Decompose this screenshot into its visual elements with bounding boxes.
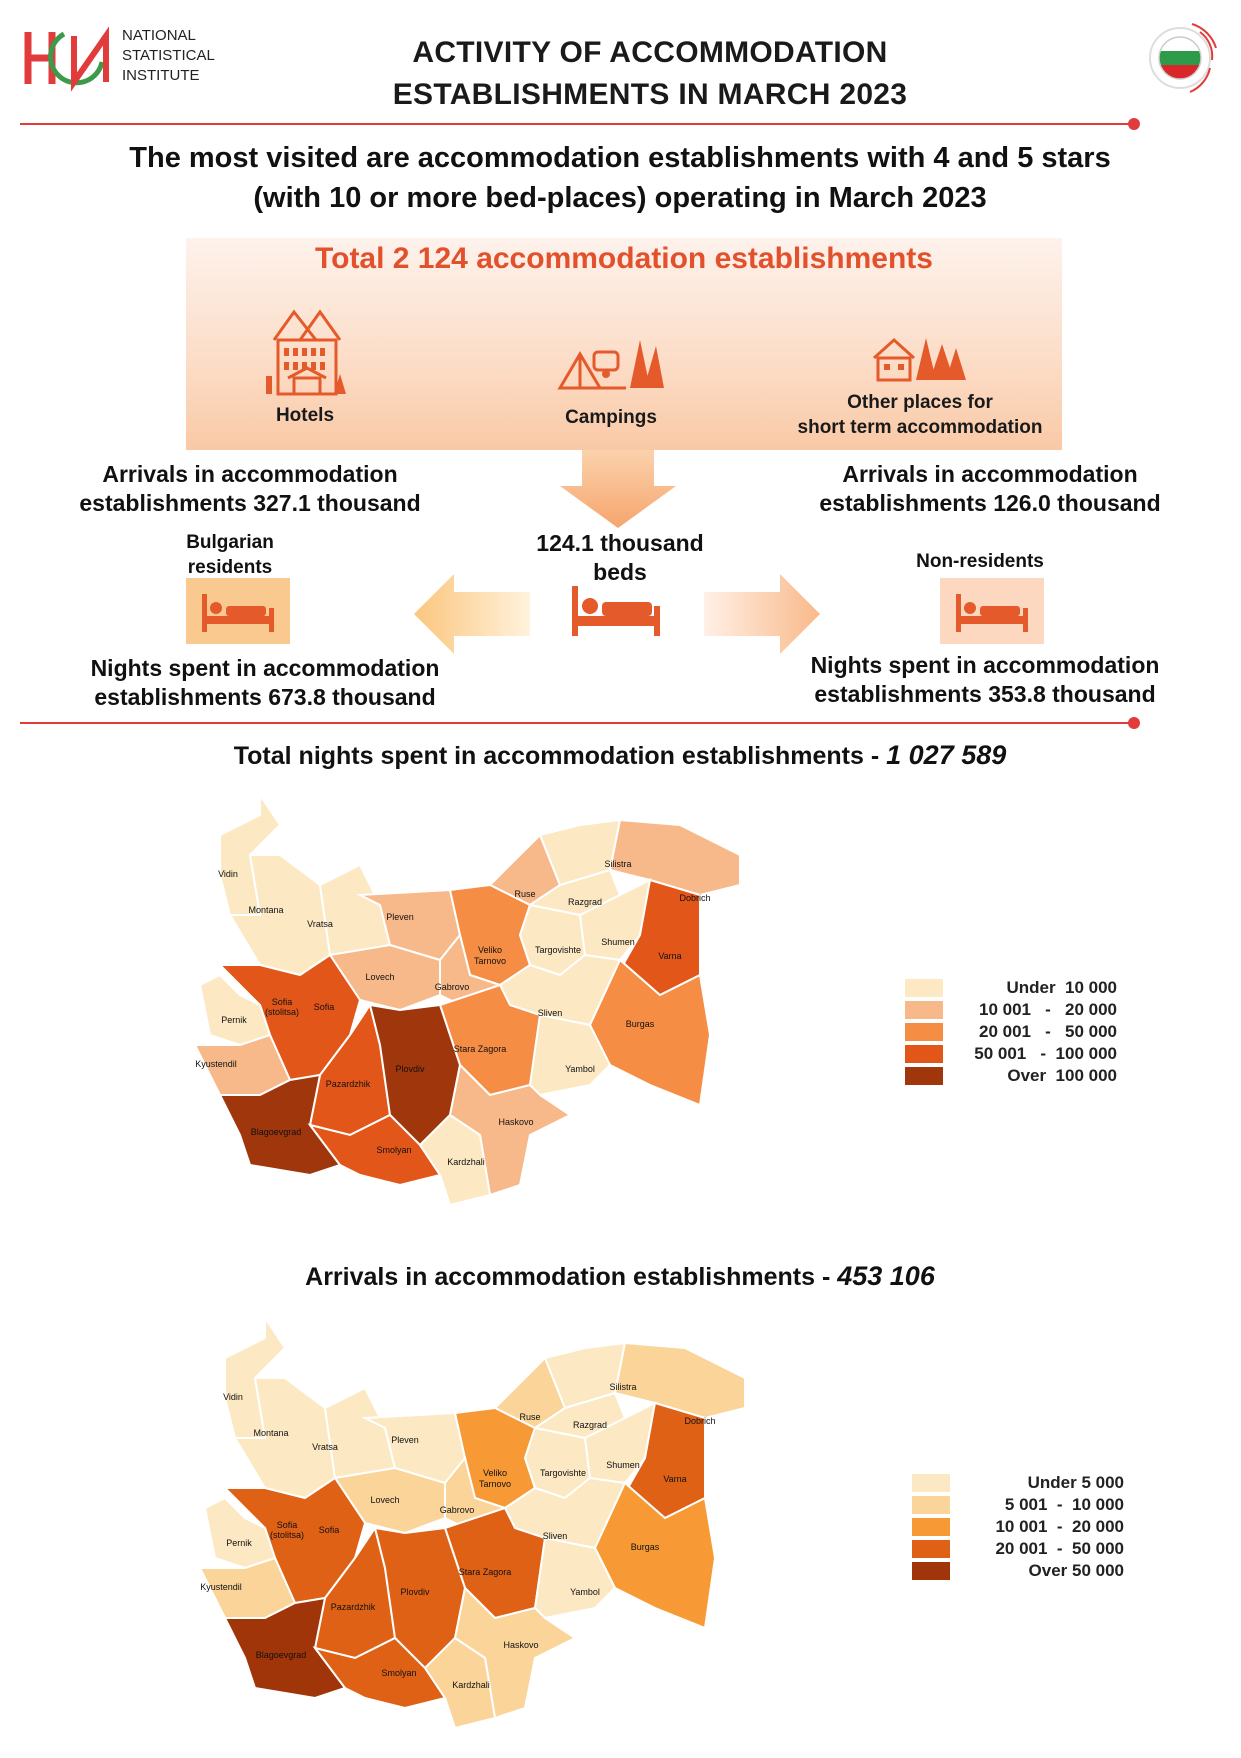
legend-swatch xyxy=(912,1496,950,1514)
label-lovech: Lovech xyxy=(365,972,395,982)
legend-item: Over 50 000 xyxy=(912,1560,1124,1582)
legend-swatch xyxy=(905,979,943,997)
legend-swatch xyxy=(905,1045,943,1063)
label-stara: Stara Zagora xyxy=(458,1567,512,1577)
label-dobrich: Dobrich xyxy=(684,1416,716,1426)
nonresidents-arrivals: Arrivals in accommodation establishments 126.0 thousand xyxy=(819,461,1161,516)
legend-item: Under 5 000 xyxy=(912,1472,1124,1494)
label-burgas: Burgas xyxy=(630,1542,660,1552)
residents-nights: Nights spent in accommodation establishments 673.8 thousand xyxy=(90,655,440,710)
legend-swatch xyxy=(905,1067,943,1085)
left-arrow xyxy=(414,574,530,654)
total-establishments: Total 2 124 accommodation establishments xyxy=(315,242,933,275)
label-gabrovo: Gabrovo xyxy=(434,982,470,992)
label-stara: Stara Zagora xyxy=(453,1044,507,1054)
label-veliko2: Tarnovo xyxy=(473,956,507,966)
category-hotels: Hotels xyxy=(275,405,335,426)
camping-icon xyxy=(556,330,666,400)
hotel-icon xyxy=(264,300,346,400)
arrivals-map xyxy=(200,1318,865,1758)
label-gabrovo: Gabrovo xyxy=(439,1505,475,1515)
legend-item: Over 100 000 xyxy=(905,1065,1117,1087)
label-silistra: Silistra xyxy=(604,859,632,869)
region-vratsa xyxy=(325,1388,395,1478)
label-targovishte: Targovishte xyxy=(534,945,582,955)
label-pazardzhik: Pazardzhik xyxy=(325,1079,371,1089)
legend-item: 20 001 - 50 000 xyxy=(912,1538,1124,1560)
bed-icon xyxy=(200,590,276,634)
label-varna: Varna xyxy=(658,951,682,961)
label-haskovo: Haskovo xyxy=(498,1117,534,1127)
label-kyustendil: Kyustendil xyxy=(195,1059,237,1069)
label-smolyan: Smolyan xyxy=(376,1145,412,1155)
label-sofiacap2: (stolitsa) xyxy=(269,1530,305,1540)
label-veliko1: Veliko xyxy=(482,1468,508,1478)
label-kardzhali: Kardzhali xyxy=(447,1157,485,1167)
nights-legend xyxy=(905,977,1117,1087)
bed-icon xyxy=(954,590,1030,634)
region-dobrich xyxy=(610,820,740,895)
category-campings: Campings xyxy=(565,407,657,428)
residents-label: Bulgarian residents xyxy=(186,532,274,578)
label-plovdiv: Plovdiv xyxy=(395,1064,425,1074)
legend-item: 10 001 - 20 000 xyxy=(912,1516,1124,1538)
page-title: ACTIVITY OF ACCOMMODATION ESTABLISHMENTS IN MARCH 2023 xyxy=(392,36,908,111)
label-yambol: Yambol xyxy=(565,1064,595,1074)
label-pleven: Pleven xyxy=(391,1435,419,1445)
down-arrow xyxy=(558,450,678,530)
cabin-icon xyxy=(868,334,968,384)
label-vratsa: Vratsa xyxy=(312,1442,338,1452)
label-vidin: Vidin xyxy=(223,1392,243,1402)
label-pernik: Pernik xyxy=(221,1015,247,1025)
legend-item: 20 001 - 50 000 xyxy=(905,1021,1117,1043)
region-vratsa xyxy=(320,865,390,955)
label-plovdiv: Plovdiv xyxy=(400,1587,430,1597)
label-pleven: Pleven xyxy=(386,912,414,922)
bulgaria-flag-icon xyxy=(1140,18,1220,98)
label-pernik: Pernik xyxy=(226,1538,252,1548)
bed-icon xyxy=(570,582,662,638)
subtitle: The most visited are accommodation establishments with 4 and 5 stars (with 10 or more bed-places) operating in March 2023 xyxy=(129,142,1111,214)
legend-item: 5 001 - 10 000 xyxy=(912,1494,1124,1516)
label-veliko1: Veliko xyxy=(477,945,503,955)
institute-name: NATIONAL STATISTICAL INSTITUTE xyxy=(122,27,215,84)
arrivals-map-title: Arrivals in accommodation establishments - 453 106 xyxy=(305,1261,935,1291)
nights-map-title: Total nights spent in accommodation establishments - 1 027 589 xyxy=(233,740,1007,770)
label-sofia: Sofia xyxy=(318,1525,340,1535)
divider-dot xyxy=(1128,118,1140,130)
label-haskovo: Haskovo xyxy=(503,1640,539,1650)
label-targovishte: Targovishte xyxy=(539,1468,587,1478)
beds-total: 124.1 thousand beds xyxy=(536,530,704,585)
label-sofiacap1: Sofia xyxy=(271,997,293,1007)
label-montana: Montana xyxy=(253,1428,289,1438)
label-vratsa: Vratsa xyxy=(307,919,333,929)
legend-swatch xyxy=(905,1001,943,1019)
label-blagoevgrad: Blagoevgrad xyxy=(250,1127,302,1137)
label-burgas: Burgas xyxy=(625,1019,655,1029)
label-montana: Montana xyxy=(248,905,284,915)
label-sliven: Sliven xyxy=(537,1008,563,1018)
label-vidin: Vidin xyxy=(218,869,238,879)
label-silistra: Silistra xyxy=(609,1382,637,1392)
legend-item: 50 001 - 100 000 xyxy=(905,1043,1117,1065)
label-kyustendil: Kyustendil xyxy=(200,1582,242,1592)
label-lovech: Lovech xyxy=(370,1495,400,1505)
nonresidents-label: Non-residents xyxy=(916,551,1044,572)
label-sofia: Sofia xyxy=(313,1002,335,1012)
label-blagoevgrad: Blagoevgrad xyxy=(255,1650,307,1660)
legend-swatch xyxy=(912,1540,950,1558)
legend-item: 10 001 - 20 000 xyxy=(905,999,1117,1021)
category-other: Other places for short term accommodation xyxy=(797,392,1043,438)
legend-item: Under 10 000 xyxy=(905,977,1117,999)
right-arrow xyxy=(704,574,820,654)
label-smolyan: Smolyan xyxy=(381,1668,417,1678)
label-sliven: Sliven xyxy=(542,1531,568,1541)
label-veliko2: Tarnovo xyxy=(478,1479,512,1489)
arrivals-legend xyxy=(912,1472,1124,1582)
nsi-logo xyxy=(22,26,114,90)
residents-arrivals: Arrivals in accommodation establishments 327.1 thousand xyxy=(79,461,421,516)
divider-middle xyxy=(20,722,1134,724)
divider-top xyxy=(20,123,1134,125)
label-razgrad: Razgrad xyxy=(567,897,603,907)
legend-swatch xyxy=(912,1562,950,1580)
label-pazardzhik: Pazardzhik xyxy=(330,1602,376,1612)
legend-swatch xyxy=(905,1023,943,1041)
label-ruse: Ruse xyxy=(514,889,536,899)
label-sofiacap2: (stolitsa) xyxy=(264,1007,300,1017)
label-yambol: Yambol xyxy=(570,1587,600,1597)
label-kardzhali: Kardzhali xyxy=(452,1680,490,1690)
divider-dot xyxy=(1128,717,1140,729)
label-ruse: Ruse xyxy=(519,1412,541,1422)
label-shumen: Shumen xyxy=(606,1460,640,1470)
legend-swatch xyxy=(912,1474,950,1492)
legend-swatch xyxy=(912,1518,950,1536)
label-dobrich: Dobrich xyxy=(679,893,711,903)
label-sofiacap1: Sofia xyxy=(276,1520,298,1530)
nonresidents-nights: Nights spent in accommodation establishments 353.8 thousand xyxy=(810,652,1160,707)
nights-map xyxy=(195,795,860,1235)
label-varna: Varna xyxy=(663,1474,687,1484)
label-shumen: Shumen xyxy=(601,937,635,947)
label-razgrad: Razgrad xyxy=(572,1420,608,1430)
region-dobrich xyxy=(615,1343,745,1418)
